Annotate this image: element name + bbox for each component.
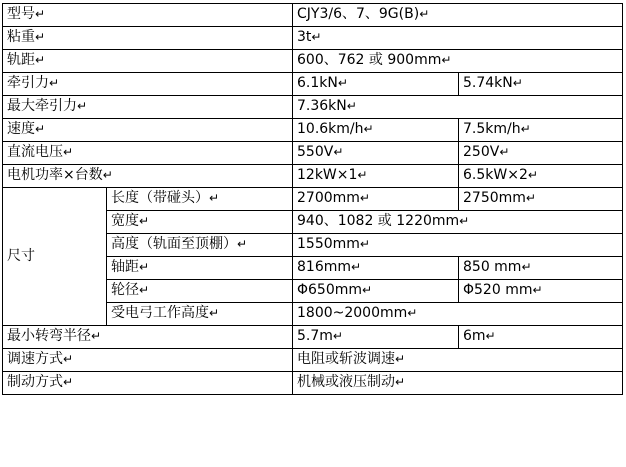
pilcrow-mark: ↵ xyxy=(63,375,74,390)
value-text: 6.5kW×2 xyxy=(463,167,528,184)
pilcrow-mark: ↵ xyxy=(520,122,531,137)
pilcrow-mark: ↵ xyxy=(441,53,452,68)
pilcrow-mark: ↵ xyxy=(209,191,220,206)
pilcrow-mark: ↵ xyxy=(419,7,430,22)
label-text: 最小转弯半径 xyxy=(7,328,91,345)
row-value xyxy=(293,27,623,50)
pilcrow-mark: ↵ xyxy=(332,329,343,344)
table-row xyxy=(3,27,623,50)
row-sublabel xyxy=(107,257,293,280)
sublabel-text: 受电弓工作高度 xyxy=(111,305,209,322)
value-text: 机械或液压制动 xyxy=(297,374,395,391)
row-value-primary xyxy=(293,119,459,142)
label-text: 轨距 xyxy=(7,52,35,69)
row-value xyxy=(293,372,623,395)
value-text: 550V xyxy=(297,144,334,161)
value-text: 7.5km/h xyxy=(463,121,521,138)
table-row xyxy=(3,165,623,188)
row-value-primary xyxy=(293,73,459,96)
pilcrow-mark: ↵ xyxy=(532,283,543,298)
table-row xyxy=(3,372,623,395)
row-sublabel xyxy=(107,188,293,211)
pilcrow-mark: ↵ xyxy=(395,352,406,367)
row-value xyxy=(293,349,623,372)
pilcrow-mark: ↵ xyxy=(49,76,60,91)
document-page xyxy=(0,3,626,467)
row-value-primary xyxy=(293,257,459,280)
pilcrow-mark: ↵ xyxy=(139,260,150,275)
row-label xyxy=(3,50,293,73)
label-text: 直流电压 xyxy=(7,144,63,161)
pilcrow-mark: ↵ xyxy=(499,145,510,160)
table-row xyxy=(3,119,623,142)
row-value-primary xyxy=(293,326,459,349)
label-text: 制动方式 xyxy=(7,374,63,391)
table-row xyxy=(3,142,623,165)
row-value-secondary xyxy=(459,257,623,280)
value-text: 5.74kN xyxy=(463,75,513,92)
table-row xyxy=(3,4,623,27)
pilcrow-mark: ↵ xyxy=(35,122,46,137)
sublabel-text: 轴距 xyxy=(111,259,139,276)
pilcrow-mark: ↵ xyxy=(139,214,150,229)
row-value-secondary xyxy=(459,326,623,349)
pilcrow-mark: ↵ xyxy=(527,168,538,183)
specification-table xyxy=(2,3,623,395)
row-value xyxy=(293,211,623,234)
dimensions-group-label xyxy=(3,188,107,326)
row-value-primary xyxy=(293,280,459,303)
pilcrow-mark: ↵ xyxy=(77,99,88,114)
value-text: 3t xyxy=(297,29,312,46)
row-label xyxy=(3,142,293,165)
pilcrow-mark: ↵ xyxy=(359,237,370,252)
pilcrow-mark: ↵ xyxy=(485,329,496,344)
value-text: 6.1kN xyxy=(297,75,338,92)
pilcrow-mark: ↵ xyxy=(102,168,113,183)
row-label xyxy=(3,349,293,372)
row-label xyxy=(3,73,293,96)
value-text: Φ520 mm xyxy=(463,282,533,299)
value-text: 电阻或斩波调速 xyxy=(297,351,395,368)
value-text: 1550mm xyxy=(297,236,360,253)
row-value-primary xyxy=(293,188,459,211)
row-label xyxy=(3,4,293,27)
label-text: 尺寸 xyxy=(7,247,35,264)
label-text: 电机功率×台数 xyxy=(7,167,103,184)
value-text: 816mm xyxy=(297,259,351,276)
label-text: 粘重 xyxy=(7,29,35,46)
pilcrow-mark: ↵ xyxy=(395,375,406,390)
pilcrow-mark: ↵ xyxy=(521,260,532,275)
pilcrow-mark: ↵ xyxy=(91,329,102,344)
row-value-primary xyxy=(293,165,459,188)
label-text: 最大牵引力 xyxy=(7,98,77,115)
table-row xyxy=(3,50,623,73)
value-text: 850 mm xyxy=(463,259,522,276)
row-label xyxy=(3,27,293,50)
row-value-primary xyxy=(293,142,459,165)
label-text: 型号 xyxy=(7,6,35,23)
pilcrow-mark: ↵ xyxy=(35,30,46,45)
row-label xyxy=(3,372,293,395)
value-text: 2750mm xyxy=(463,190,526,207)
value-text: 6m xyxy=(463,328,486,345)
label-text: 速度 xyxy=(7,121,35,138)
row-value-secondary xyxy=(459,188,623,211)
label-text: 调速方式 xyxy=(7,351,63,368)
pilcrow-mark: ↵ xyxy=(363,122,374,137)
value-text: 12kW×1 xyxy=(297,167,358,184)
pilcrow-mark: ↵ xyxy=(35,7,46,22)
row-value xyxy=(293,96,623,119)
row-value xyxy=(293,303,623,326)
row-sublabel xyxy=(107,280,293,303)
row-label xyxy=(3,326,293,349)
sublabel-text: 轮径 xyxy=(111,282,139,299)
row-sublabel xyxy=(107,303,293,326)
pilcrow-mark: ↵ xyxy=(459,214,470,229)
row-label xyxy=(3,165,293,188)
value-text: 600、762 或 900mm xyxy=(297,52,442,69)
row-value-secondary xyxy=(459,142,623,165)
pilcrow-mark: ↵ xyxy=(209,306,220,321)
sublabel-text: 高度（轨面至顶棚） xyxy=(111,236,237,253)
pilcrow-mark: ↵ xyxy=(63,352,74,367)
pilcrow-mark: ↵ xyxy=(346,99,357,114)
pilcrow-mark: ↵ xyxy=(512,76,523,91)
pilcrow-mark: ↵ xyxy=(525,191,536,206)
label-text: 牵引力 xyxy=(7,75,49,92)
table-row xyxy=(3,349,623,372)
pilcrow-mark: ↵ xyxy=(63,145,74,160)
row-value-secondary xyxy=(459,165,623,188)
pilcrow-mark: ↵ xyxy=(359,191,370,206)
value-text: Φ650mm xyxy=(297,282,363,299)
row-value-secondary xyxy=(459,280,623,303)
value-text: 2700mm xyxy=(297,190,360,207)
pilcrow-mark: ↵ xyxy=(333,145,344,160)
sublabel-text: 宽度 xyxy=(111,213,139,230)
row-sublabel xyxy=(107,211,293,234)
sublabel-text: 长度（带碰头） xyxy=(111,190,209,207)
value-text: 940、1082 或 1220mm xyxy=(297,213,460,230)
row-label xyxy=(3,96,293,119)
pilcrow-mark: ↵ xyxy=(311,30,322,45)
pilcrow-mark: ↵ xyxy=(337,76,348,91)
table-row xyxy=(3,73,623,96)
row-sublabel xyxy=(107,234,293,257)
value-text: CJY3/6、7、9G(B) xyxy=(297,6,420,23)
table-row xyxy=(3,326,623,349)
value-text: 250V xyxy=(463,144,500,161)
pilcrow-mark: ↵ xyxy=(357,168,368,183)
pilcrow-mark: ↵ xyxy=(35,53,46,68)
value-text: 7.36kN xyxy=(297,98,347,115)
row-label xyxy=(3,119,293,142)
pilcrow-mark: ↵ xyxy=(351,260,362,275)
table-row xyxy=(3,96,623,119)
pilcrow-mark: ↵ xyxy=(139,283,150,298)
row-value xyxy=(293,234,623,257)
row-value xyxy=(293,4,623,27)
value-text: 1800~2000mm xyxy=(297,305,408,322)
value-text: 5.7m xyxy=(297,328,333,345)
row-value xyxy=(293,50,623,73)
value-text: 10.6km/h xyxy=(297,121,364,138)
pilcrow-mark: ↵ xyxy=(362,283,373,298)
pilcrow-mark: ↵ xyxy=(237,237,248,252)
table-row xyxy=(3,188,623,211)
pilcrow-mark: ↵ xyxy=(407,306,418,321)
row-value-secondary xyxy=(459,119,623,142)
row-value-secondary xyxy=(459,73,623,96)
